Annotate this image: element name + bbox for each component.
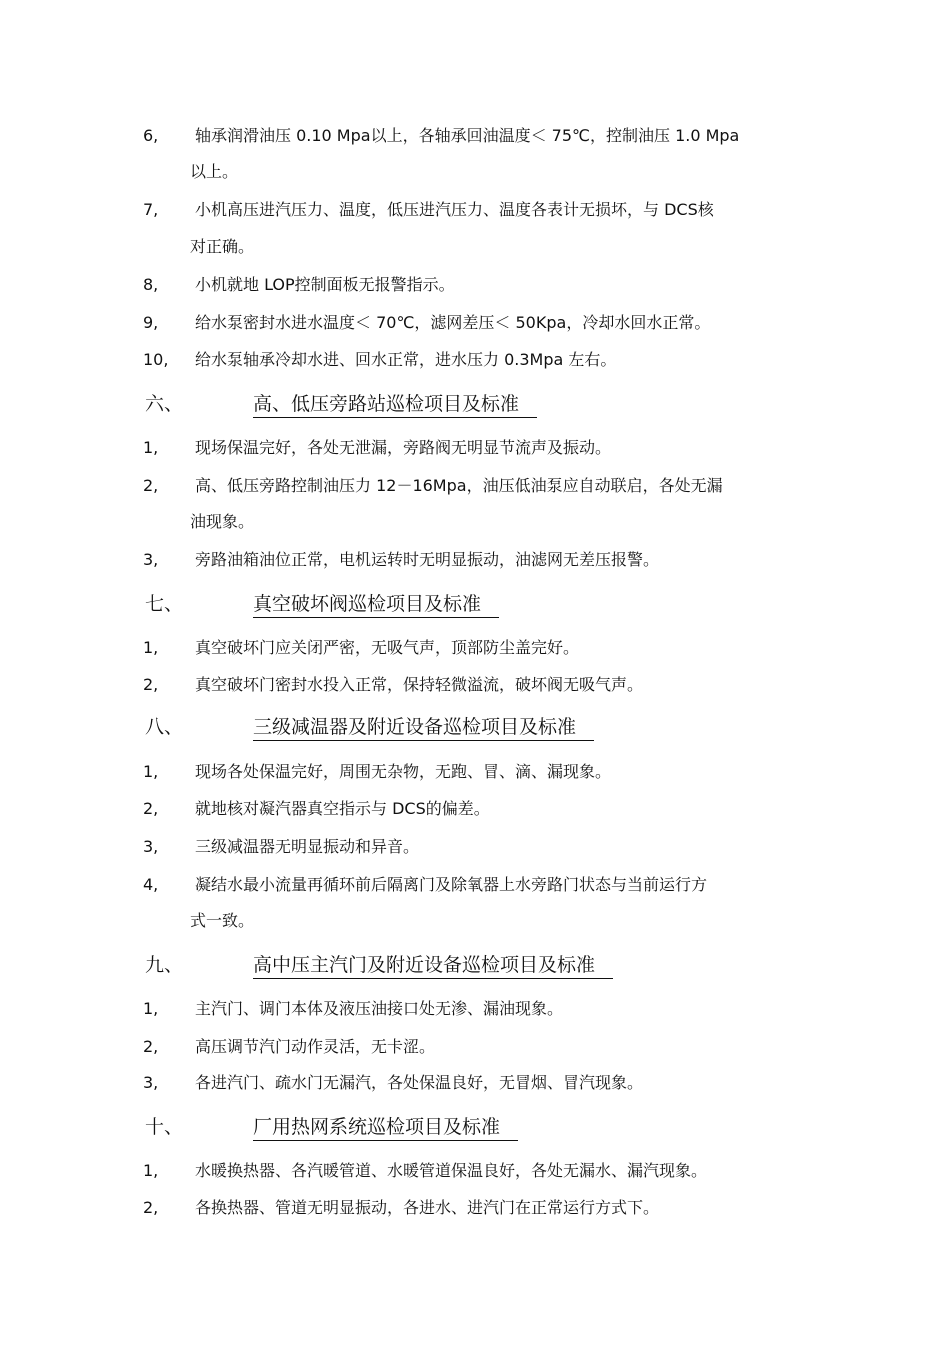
- section-number: 七、: [145, 593, 184, 615]
- item-text: 各进汽门、疏水门无漏汽，各处保温良好，无冒烟、冒汽现象。: [195, 1073, 644, 1092]
- item-number: 1,: [143, 438, 159, 457]
- section-number: 十、: [145, 1116, 184, 1138]
- item-number: 2,: [143, 1198, 159, 1217]
- section-title: 高中压主汽门及附近设备巡检项目及标准: [253, 953, 613, 979]
- item-number: 8,: [143, 275, 159, 294]
- item-number: 3,: [143, 837, 159, 856]
- item-text-continued: 对正确。: [190, 237, 255, 256]
- item-text: 小机就地 LOP控制面板无报警指示。: [195, 275, 455, 294]
- item-number: 1,: [143, 1161, 159, 1180]
- item-text: 现场各处保温完好，周围无杂物，无跑、冒、滴、漏现象。: [195, 762, 612, 781]
- section-number: 八、: [145, 716, 184, 738]
- item-text: 给水泵密封水进水温度＜ 70℃，滤网差压＜ 50Kpa，冷却水回水正常。: [195, 313, 711, 332]
- item-text-continued: 油现象。: [190, 512, 255, 531]
- section-title: 三级减温器及附近设备巡检项目及标准: [253, 715, 594, 741]
- item-text-continued: 式一致。: [190, 911, 255, 930]
- item-text: 高压调节汽门动作灵活，无卡涩。: [195, 1037, 436, 1056]
- item-text: 就地核对凝汽器真空指示与 DCS的偏差。: [195, 799, 490, 818]
- item-number: 7,: [143, 200, 159, 219]
- item-text: 主汽门、调门本体及液压油接口处无渗、漏油现象。: [195, 999, 564, 1018]
- item-number: 3,: [143, 550, 159, 569]
- item-text: 小机高压进汽压力、温度，低压进汽压力、温度各表计无损坏，与 DCS核: [195, 200, 714, 219]
- item-number: 9,: [143, 313, 159, 332]
- item-number: 4,: [143, 875, 159, 894]
- item-text: 真空破坏门密封水投入正常，保持轻微溢流，破坏阀无吸气声。: [195, 675, 644, 694]
- section-number: 九、: [145, 954, 184, 976]
- item-text: 水暖换热器、各汽暖管道、水暖管道保温良好，各处无漏水、漏汽现象。: [195, 1161, 708, 1180]
- section-title: 厂用热网系统巡检项目及标准: [253, 1115, 518, 1141]
- item-number: 2,: [143, 675, 159, 694]
- section-title: 真空破坏阀巡检项目及标准: [253, 592, 499, 618]
- item-text-continued: 以上。: [190, 162, 239, 181]
- item-number: 1,: [143, 999, 159, 1018]
- item-number: 6,: [143, 126, 159, 145]
- item-text: 旁路油箱油位正常，电机运转时无明显振动，油滤网无差压报警。: [195, 550, 660, 569]
- item-number: 2,: [143, 476, 159, 495]
- section-title: 高、低压旁路站巡检项目及标准: [253, 392, 537, 418]
- section-number: 六、: [145, 393, 184, 415]
- item-text: 各换热器、管道无明显振动，各进水、进汽门在正常运行方式下。: [195, 1198, 660, 1217]
- item-text: 高、低压旁路控制油压力 12－16Mpa，油压低油泵应自动联启，各处无漏: [195, 476, 723, 495]
- item-text: 三级减温器无明显振动和异音。: [195, 837, 420, 856]
- item-text: 给水泵轴承冷却水进、回水正常，进水压力 0.3Mpa 左右。: [195, 350, 617, 369]
- item-number: 2,: [143, 1037, 159, 1056]
- item-number: 1,: [143, 638, 159, 657]
- item-number: 2,: [143, 799, 159, 818]
- item-text: 真空破坏门应关闭严密，无吸气声，顶部防尘盖完好。: [195, 638, 580, 657]
- item-text: 凝结水最小流量再循环前后隔离门及除氧器上水旁路门状态与当前运行方: [195, 875, 708, 894]
- item-number: 1,: [143, 762, 159, 781]
- item-text: 轴承润滑油压 0.10 Mpa以上，各轴承回油温度＜ 75℃，控制油压 1.0 Mpa: [195, 126, 740, 145]
- item-number: 10,: [143, 350, 169, 369]
- item-text: 现场保温完好，各处无泄漏，旁路阀无明显节流声及振动。: [195, 438, 612, 457]
- item-number: 3,: [143, 1073, 159, 1092]
